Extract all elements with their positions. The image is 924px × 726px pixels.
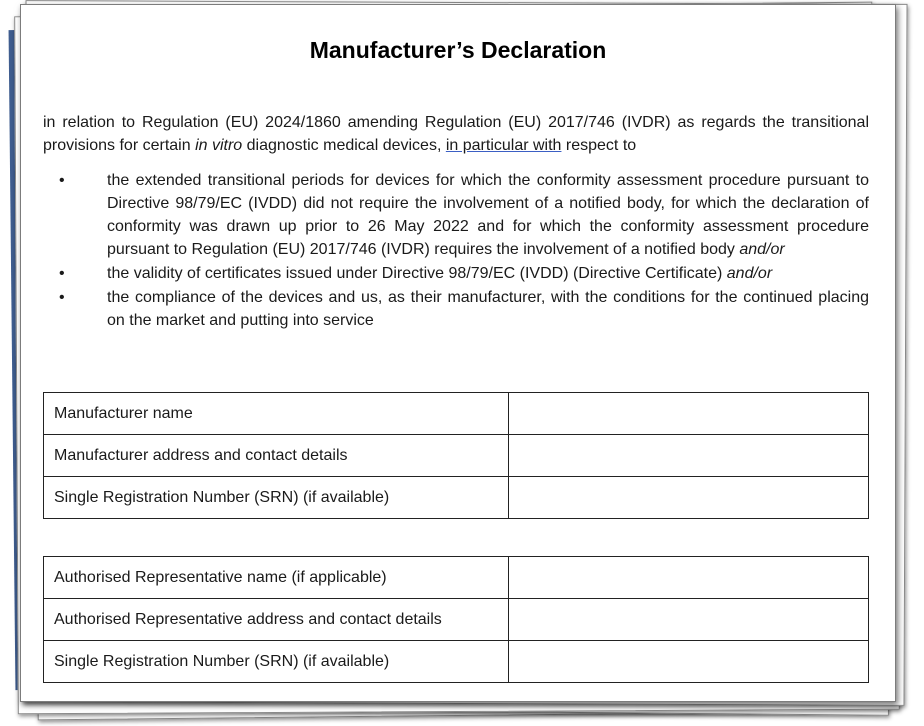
intro-text: respect to <box>561 137 637 154</box>
table-row <box>44 557 869 599</box>
intro-italic: in vitro <box>195 137 243 154</box>
bullet-list <box>43 169 869 333</box>
document-title: Manufacturer’s Declaration <box>309 37 607 63</box>
bullet-suffix: and/or <box>726 265 773 282</box>
table-value-cell[interactable] <box>509 393 869 435</box>
table-row <box>44 435 869 477</box>
intro-paragraph <box>43 111 869 157</box>
table-label: Authorised Representative name (if applicable) <box>44 557 509 599</box>
bullet-text: the extended transitional periods for devices for which the conformity assessment procedure pursuant to Directive 98/79/EC (IVDD) did not require the involvement of a notified body, for which the declaration of conformity was drawn up prior to 26 May 2022 and for which the conformity assessment procedure pursuant to Regulation (EU) 2017/746 (IVDR) requires the involvement of a notified body <box>107 172 869 258</box>
intro-underlined: in particular with <box>445 137 562 154</box>
table-value-cell[interactable] <box>509 477 869 519</box>
table-label: Manufacturer address and contact details <box>44 435 509 477</box>
bullet-text: the compliance of the devices and us, as their manufacturer, with the conditions for the continued placing on the market and putting into service <box>107 289 869 329</box>
intro-text: diagnostic medical devices, <box>242 137 446 154</box>
table-label: Single Registration Number (SRN) (if available) <box>44 641 509 683</box>
table-label: Manufacturer name <box>44 393 509 435</box>
representative-table <box>43 556 869 683</box>
bullet-text: the validity of certificates issued under Directive 98/79/EC (IVDD) (Directive Certificate) <box>107 265 727 282</box>
table-value-cell[interactable] <box>509 557 869 599</box>
table-value-cell[interactable] <box>509 641 869 683</box>
manufacturer-table <box>43 392 869 519</box>
table-value-cell[interactable] <box>509 599 869 641</box>
table-row <box>44 599 869 641</box>
bullet-item <box>43 262 869 285</box>
table-label: Authorised Representative address and contact details <box>44 599 509 641</box>
table-value-cell[interactable] <box>509 435 869 477</box>
table-label: Single Registration Number (SRN) (if available) <box>44 477 509 519</box>
table-row <box>44 477 869 519</box>
table-row <box>44 641 869 683</box>
document-page <box>20 4 896 702</box>
intro-text: in relation to Regulation (EU) 2024/1860 amending Regulation (EU) 2017/746 (IVDR) as regards the transitional provisions for certain <box>43 114 869 154</box>
bullet-suffix: and/or <box>739 241 785 258</box>
bullet-item <box>43 169 869 261</box>
table-row <box>44 393 869 435</box>
bullet-item <box>43 286 869 332</box>
